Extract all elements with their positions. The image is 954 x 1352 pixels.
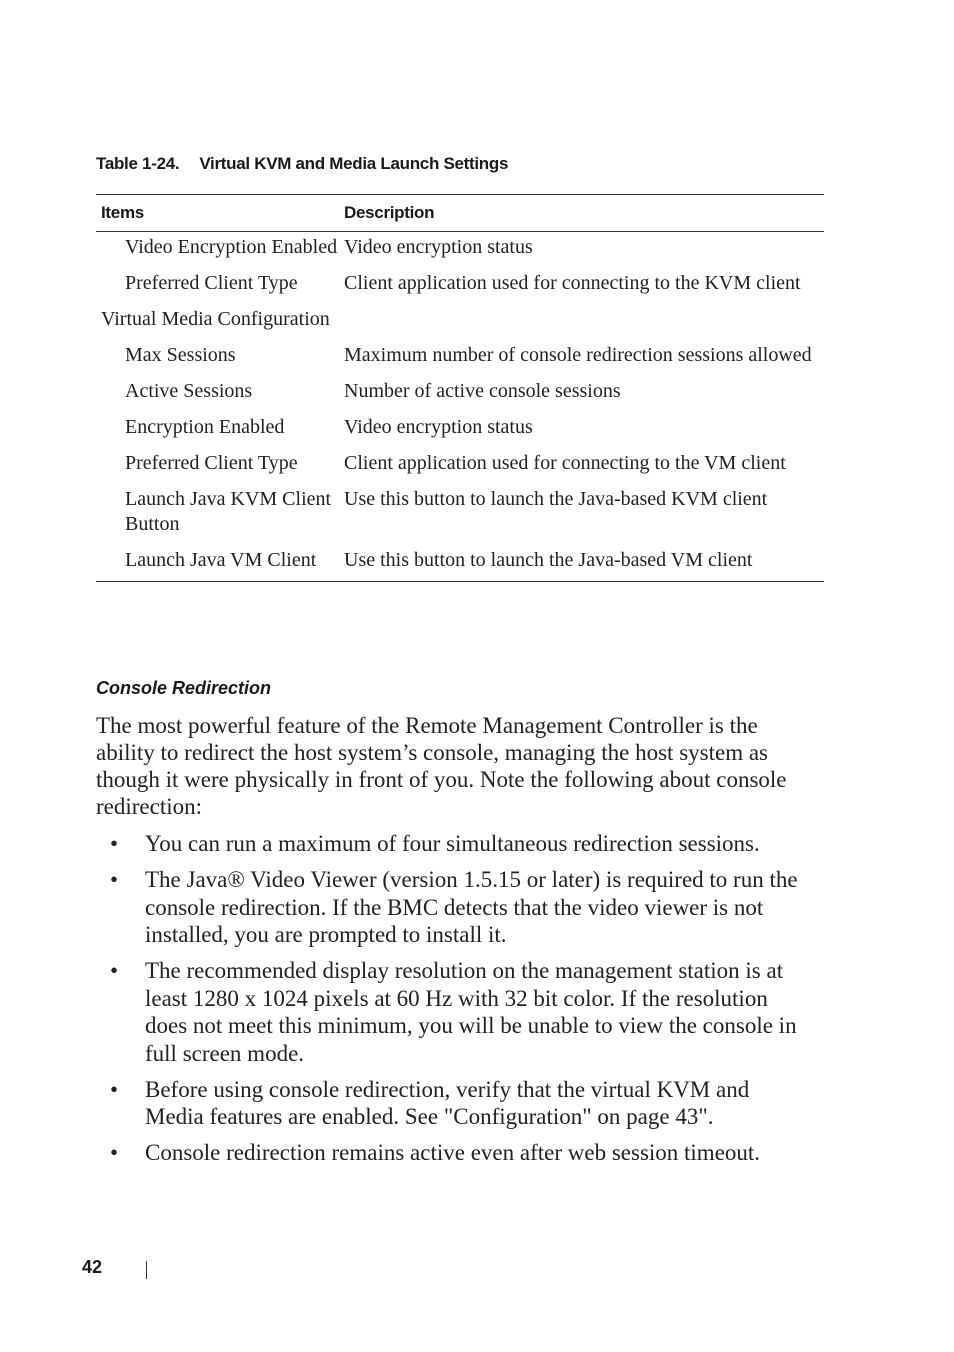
row-description: Number of active console sessions bbox=[344, 380, 621, 402]
row-description: Client application used for connecting to the VM client bbox=[344, 452, 786, 474]
table-caption-label: Table 1-24. bbox=[96, 154, 180, 173]
table-row bbox=[96, 545, 824, 582]
list-item-text: You can run a maximum of four simultaneous redirection sessions. bbox=[145, 831, 760, 856]
bullet-icon: • bbox=[110, 831, 119, 856]
settings-table bbox=[96, 194, 824, 582]
header-description: Description bbox=[344, 195, 824, 232]
bullet-icon: • bbox=[110, 867, 119, 892]
list-item bbox=[96, 1076, 812, 1131]
row-item: Preferred Client Type bbox=[125, 452, 298, 474]
row-item: Launch Java VM Client bbox=[125, 549, 317, 571]
table-row bbox=[96, 412, 824, 448]
row-item: Encryption Enabled bbox=[125, 416, 285, 438]
list-item-text: Before using console redirection, verify that the virtual KVM and Media features are enabled. See "Configuration" on page 43". bbox=[145, 1076, 750, 1129]
bullet-list bbox=[96, 830, 812, 1175]
list-item bbox=[96, 866, 812, 949]
table-caption bbox=[96, 154, 508, 174]
row-item: Preferred Client Type bbox=[125, 272, 298, 294]
list-item-text: The recommended display resolution on the management station is at least 1280 x 1024 pixels at 60 Hz with 32 bit color. If the resolution does not meet this minimum, you will be unable to view the console in full screen mode. bbox=[145, 958, 797, 1066]
page-number: 42 bbox=[82, 1257, 103, 1277]
table-header-row bbox=[96, 195, 824, 232]
table-group-row bbox=[96, 304, 824, 340]
row-item: Video Encryption Enabled bbox=[125, 236, 338, 258]
table-row bbox=[96, 484, 824, 545]
list-item bbox=[96, 830, 812, 858]
row-item: Active Sessions bbox=[125, 380, 253, 402]
list-item-text: The Java® Video Viewer (version 1.5.15 or later) is required to run the console redirection. If the BMC detects that the video viewer is not installed, you are prompted to install it. bbox=[145, 867, 798, 947]
bullet-icon: • bbox=[110, 1140, 119, 1165]
row-description: Use this button to launch the Java-based KVM client bbox=[344, 488, 768, 510]
row-description: Video encryption status bbox=[344, 416, 533, 438]
section-heading: Console Redirection bbox=[96, 678, 272, 698]
list-item bbox=[96, 1139, 812, 1167]
footer-divider bbox=[146, 1261, 147, 1279]
table-caption-title: Virtual KVM and Media Launch Settings bbox=[199, 154, 509, 173]
table-row bbox=[96, 448, 824, 484]
intro-paragraph: The most powerful feature of the Remote Management Controller is the ability to redirect the host system’s console, managing the host system as though it were physically in front of you. Note the following about console redirection: bbox=[96, 713, 787, 819]
table-row bbox=[96, 232, 824, 269]
row-item: Max Sessions bbox=[125, 344, 236, 366]
row-description: Use this button to launch the Java-based VM client bbox=[344, 549, 753, 571]
bullet-icon: • bbox=[110, 1076, 119, 1102]
header-items: Items bbox=[96, 195, 344, 232]
table-row bbox=[96, 376, 824, 412]
table-row bbox=[96, 268, 824, 304]
table-row bbox=[96, 340, 824, 376]
list-item bbox=[96, 957, 812, 1067]
row-item: Launch Java KVM Client Button bbox=[125, 488, 332, 535]
list-item-text: Console redirection remains active even after web session timeout. bbox=[145, 1140, 761, 1165]
row-description: Maximum number of console redirection sessions allowed bbox=[344, 344, 812, 366]
row-description: Client application used for connecting to the KVM client bbox=[344, 272, 801, 294]
bullet-icon: • bbox=[110, 958, 119, 983]
group-label: Virtual Media Configuration bbox=[101, 308, 330, 330]
row-description: Video encryption status bbox=[344, 236, 533, 258]
